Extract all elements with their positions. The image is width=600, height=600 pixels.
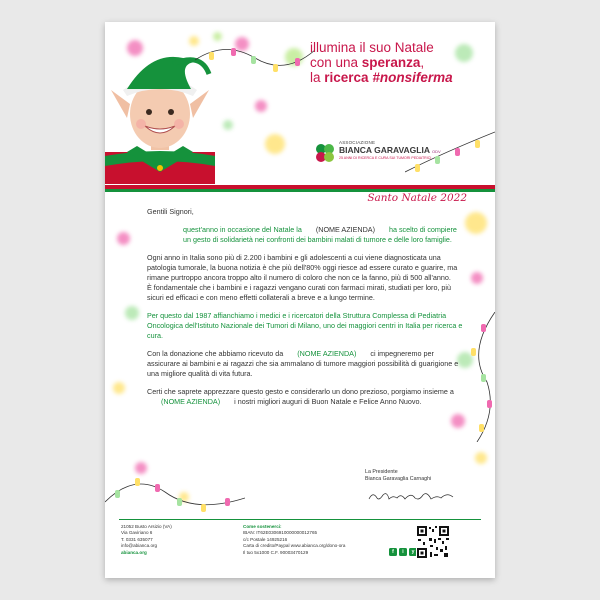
company-placeholder: (NOME AZIENDA) <box>297 349 357 358</box>
christmas-lights-bottom <box>105 462 245 518</box>
donate-title: Come sostenerci: <box>243 524 282 529</box>
donate-card: Carta di credito/Paypal www.abianca.org/dono-ora <box>243 543 346 549</box>
signature-block <box>365 469 431 483</box>
footer-address-2: Via Gaviriano 6 <box>121 530 153 536</box>
footer-site[interactable]: abianca.org <box>121 549 147 555</box>
paragraph-4: Per questo dal 1987 affianchiamo i medici e i ricercatori della Struttura Complessa di Pediatria Oncologica dell'Istituto Nazionale dei Tumori di Milano, uno dei maggiori centri in Italia per ricerca e cura. <box>147 311 463 340</box>
youtube-icon[interactable]: y <box>409 548 417 556</box>
footer-email[interactable]: info@abianca.org <box>121 543 158 549</box>
logo-small-text: ASSOCIAZIONE <box>339 140 376 145</box>
logo-tagline: 25 ANNI DI RICERCA E CURA SUI TUMORI PEDIATRICI <box>339 156 432 160</box>
company-placeholder: (NOME AZIENDA) <box>161 397 221 406</box>
handwritten-signature <box>367 489 457 503</box>
company-placeholder: (NOME AZIENDA) <box>315 225 375 234</box>
headline-line-3: la ricerca #nonsiferma <box>310 70 453 85</box>
paragraph-6: Certi che saprete apprezzare questo gesto e considerarlo un dono prezioso, porgiamo insieme a(NOME AZIENDA) i nostri migliori auguri di Buon Natale e Felice Anno Nuovo. <box>147 387 454 406</box>
clover-logo-icon <box>313 142 337 164</box>
association-logo <box>313 140 441 166</box>
headline-line-2: con una speranza, <box>310 55 425 70</box>
qr-code-icon[interactable] <box>416 525 450 559</box>
letter-title: Santo Natale 2022 <box>367 192 467 204</box>
donate-iban: IBAN: IT62E0306910000000012765 <box>243 530 318 536</box>
signature-role: La Presidente <box>365 469 398 475</box>
paragraph-1: quest'anno in occasione del Natale la (NOME AZIENDA) ha scelto di compiere un gesto di solidarietà nei confronti dei bambini malati di tumore e delle loro famiglie. <box>183 225 457 244</box>
paragraph-3: È fondamentale che i bambini e i ragazzi vengano curati con farmaci mirati, studiati per loro, più sicuri ed efficaci e con meno effetti collaterali a breve e a lungo termine. <box>147 283 452 302</box>
footer-divider <box>119 519 481 520</box>
letter-sheet <box>105 22 495 578</box>
facebook-icon[interactable]: f <box>389 548 397 556</box>
donate-postal: c/c Postale 14925216 <box>243 536 288 542</box>
paragraph-2: Ogni anno in Italia sono più di 2.200 i bambini e gli adolescenti a cui viene diagnosticata una patologia tumorale, la buona notizia è che più dell'80% oggi riesce ad essere curato e guarire, ma rimane purtroppo ancora troppo alto il numero di coloro che non ce la fanno, più di 500 all'anno. <box>147 253 458 282</box>
paragraph-5: Con la donazione che abbiamo ricevuto da (NOME AZIENDA) ci impegneremo per assicurare ai bambini e ai ragazzi che sia ammalano di tumore maggiori possibilità di guarigione e una migliore qualità di vita futura. <box>147 349 459 378</box>
signature-name: Bianca Garavaglia Carnaghi <box>365 476 432 482</box>
footer-donations <box>243 524 345 556</box>
letter-body <box>147 207 465 415</box>
donate-5x1000: Il tuo 5x1000 C.F. 90003470129 <box>243 549 309 555</box>
salutation: Gentili Signori, <box>147 207 194 216</box>
christmas-lights-right <box>457 312 495 442</box>
footer-contacts <box>121 524 172 556</box>
footer-address-1: 21052 Busto Arsizio (VA) <box>121 524 172 529</box>
christmas-lights-top <box>195 30 315 90</box>
instagram-icon[interactable]: i <box>399 548 407 556</box>
logo-name: BIANCA GARAVAGLIA ODV <box>339 145 441 155</box>
footer-phone: T. 0331 635077 <box>121 536 153 542</box>
headline <box>310 40 495 85</box>
headline-line-1: illumina il suo Natale <box>310 40 434 55</box>
